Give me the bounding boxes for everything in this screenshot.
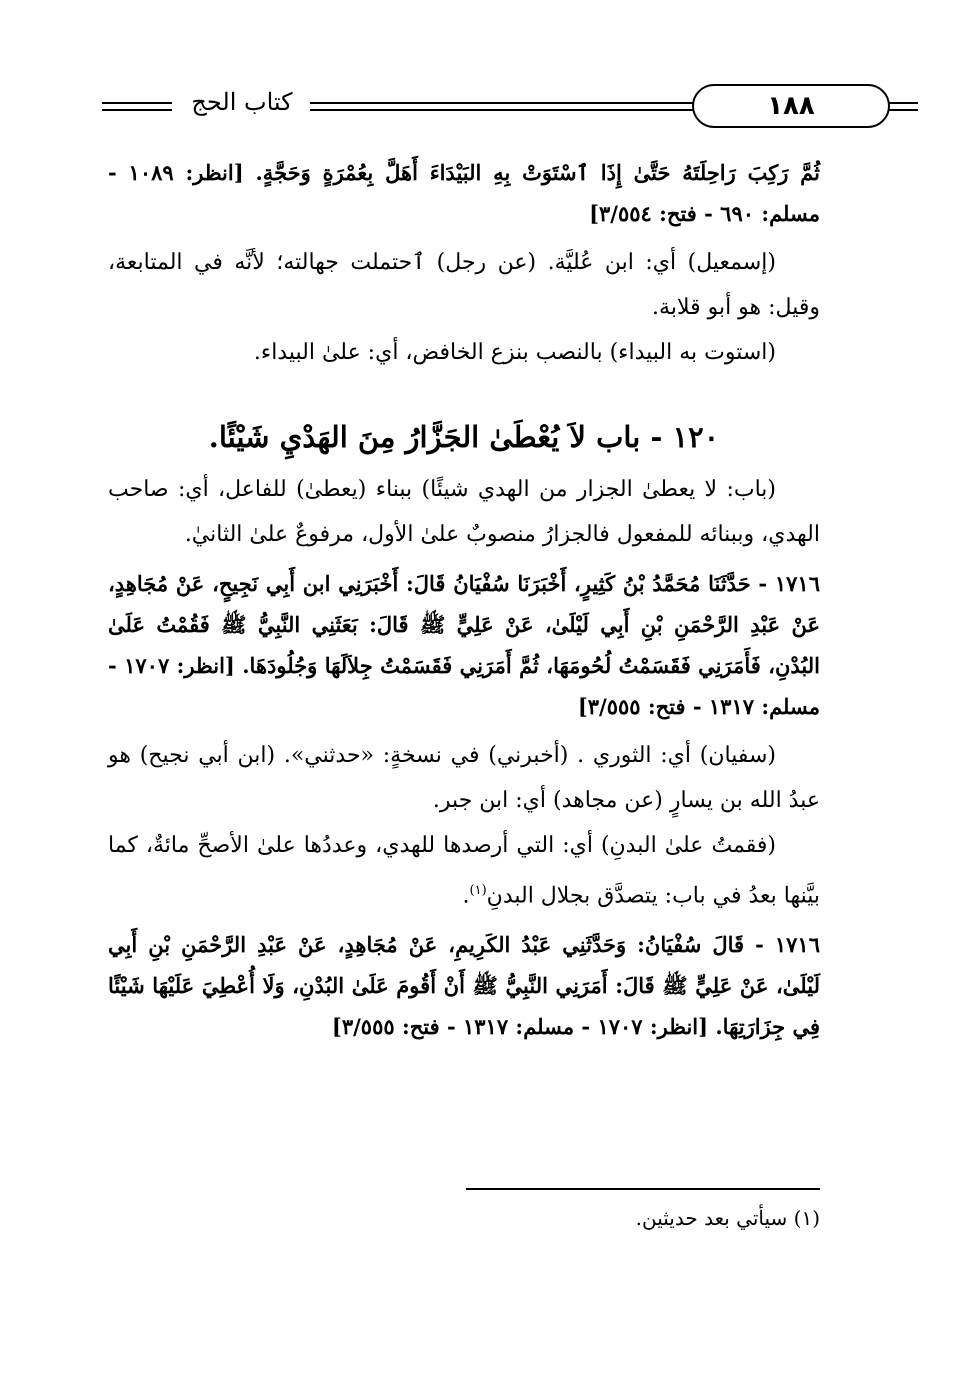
commentary-text: (فقمتُ علىٰ البدنِ) أي: التي أرصدها للهدي، وعددُها علىٰ الأصحِّ مائةٌ، كما بيَّنها بعدُ في باب: يتصدَّق بجلال البدنِ <box>108 833 820 909</box>
hadith-text: ١٧١٦ - حَدَّثَنَا مُحَمَّدُ بْنُ كَثِيرٍ، أَخْبَرَنَا سُفْيَانُ قَالَ: أَخْبَرَنِي ابن أَبِي نَجِيحٍ، عَنْ مُجَاهِدٍ، عَنْ عَبْدِ الرَّحْمَنِ بْنِ أَبِي لَيْلَىٰ، عَنْ عَلِيٍّ ﷺ قَالَ: بَعَثَنِي النَّبِيُّ ﷺ فَقُمْتُ عَلَىٰ البُدْنِ، فَأَمَرَنِي فَقَسَمْتُ لُحُومَهَا، ثُمَّ أَمَرَنِي فَقَسَمْتُ جِلاَلَهَا وَجُلُودَهَا. [انظر: ١٧٠٧ - مسلم: ١٣١٧ - فتح: ٣/٥٥٥] <box>108 571 820 719</box>
hadith-text: ١٧١٦ - قَالَ سُفْيَانُ: وَحَدَّثَنِي عَبْدُ الكَرِيمِ، عَنْ مُجَاهِدٍ، عَنْ عَبْدِ الرَّحْمَنِ بْنِ أَبِي لَيْلَىٰ، عَنْ عَلِيٍّ ﷺ قَالَ: أَمَرَنِي النَّبِيُّ ﷺ أَنْ أَقُومَ عَلَىٰ البُدْنِ، وَلَا أُعْطِيَ عَلَيْهَا شَيْئًا فِي جِزَارَتِهَا. [انظر: ١٧٠٧ - مسلم: ١٣١٧ - فتح: ٣/٥٥٥] <box>108 932 820 1040</box>
footnote: (١) سيأتي بعد حديثين. <box>635 1206 820 1230</box>
commentary-paragraph: (استوت به البيداء) بالنصب بنزع الخافض، أي: علىٰ البيداء. <box>253 340 776 365</box>
header-rule-left <box>102 102 172 111</box>
header-rule-right <box>888 102 918 111</box>
chapter-heading: ١٢٠ - باب لاَ يُعْطَىٰ الجَزَّارُ مِنَ الهَدْيِ شَيْئًا. <box>208 420 720 454</box>
commentary-paragraph <box>108 823 820 918</box>
commentary-paragraph: (باب: لا يعطىٰ الجزار من الهدي شيئًا) ببناء (يعطىٰ) للفاعل، أي: صاحب الهدي، وببنائه للمفعول فالجزارُ منصوبٌ علىٰ الأول، مرفوعٌ علىٰ الثانيٰ. <box>108 477 820 547</box>
commentary-paragraph: (سفيان) أي: الثوري . (أخبرني) في نسخةٍ: «حدثني». (ابن أبي نجيح) هو عبدُ الله بن يسارٍ (عن مجاهد) أي: ابن جبر. <box>108 743 820 813</box>
footnote-separator <box>466 1188 820 1190</box>
commentary-text-end: . <box>462 883 470 909</box>
commentary-paragraph: (إسمعيل) أي: ابن عُليَّة. (عن رجل) ٱحتملت جهالته؛ لأنَّه في المتابعة، وقيل: هو أبو قلابة. <box>108 250 820 320</box>
page-body <box>108 152 820 1053</box>
page-header <box>100 82 820 130</box>
page-number: ١٨٨ <box>692 84 890 128</box>
running-title: كتاب الحج <box>191 88 293 116</box>
hadith-text: ثُمَّ رَكِبَ رَاحِلَتَهُ حَتَّىٰ إِذَا ٱسْتَوَتْ بِهِ البَيْدَاءَ أَهَلَّ بِعُمْرَةٍ وَحَجَّةٍ. [انظر: ١٠٨٩ - مسلم: ٦٩٠ - فتح: ٣/٥٥٤] <box>108 160 820 226</box>
footnote-marker: (١) <box>469 883 487 898</box>
header-rule-middle <box>310 102 695 111</box>
